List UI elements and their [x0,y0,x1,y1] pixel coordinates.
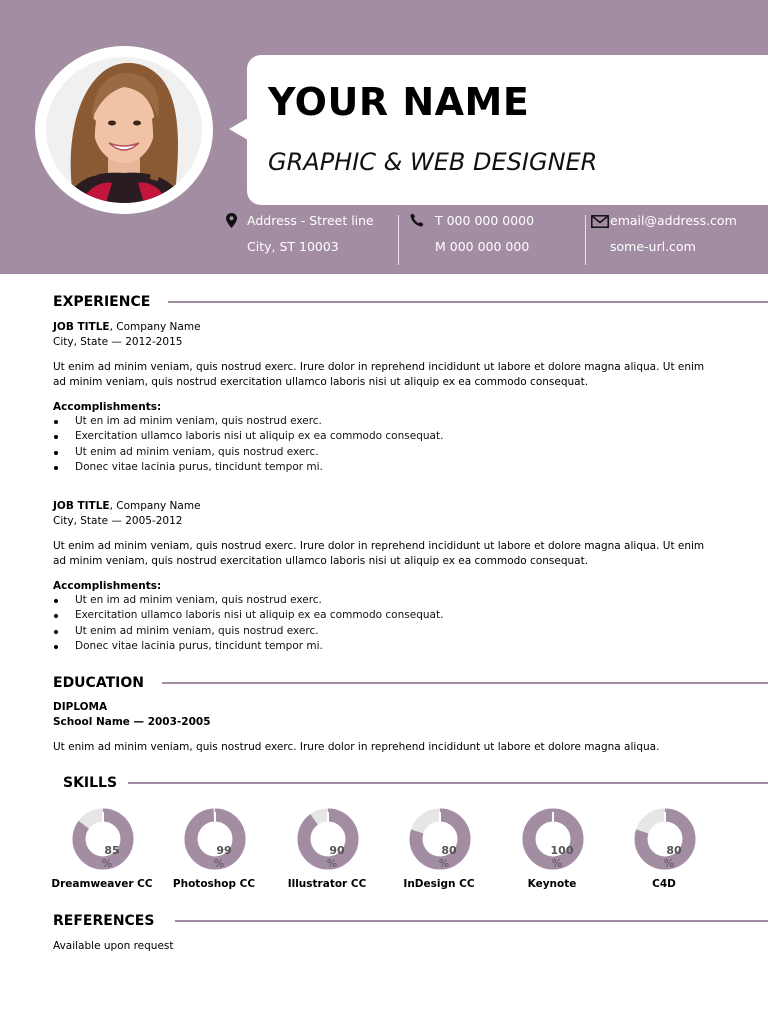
job-title: JOB TITLE [53,500,110,512]
section-rule [128,782,768,784]
website-url[interactable]: some-url.com [610,239,696,254]
address-line-1: Address - Street line [247,213,374,228]
accomplishments-list [53,414,443,475]
education-heading: EDUCATION [53,675,144,691]
skill-percent-unit: % [213,857,225,870]
candidate-name: YOUR NAME [268,80,530,124]
skill-name: Illustrator CC [287,878,367,890]
candidate-title: GRAPHIC & WEB DESIGNER [268,148,598,176]
job-location-dates: City, State — 2012-2015 [53,336,183,348]
map-pin-icon [226,213,237,228]
speech-bubble-tail [229,118,248,140]
phone-line-1: T 000 000 0000 [435,213,535,228]
phone-line-2: M 000 000 000 [435,239,530,254]
skill-name: Photoshop CC [172,878,256,890]
contact-divider [398,215,399,265]
skill-item [47,808,157,898]
job-description-line: Ut enim ad minim veniam, quis nostrud exerc. Irure dolor in reprehend incididunt ut labore et dolore magna aliqua. Ut enim [53,361,705,373]
skill-item [497,808,607,898]
skill-percent-unit: % [551,857,563,870]
company-name: , Company Name [109,500,201,512]
list-item: Exercitation ullamco laboris nisi ut aliquip ex ea commodo consequat. [53,608,443,623]
skill-name: Dreamweaver CC [51,878,153,890]
section-rule [168,301,768,303]
contact-divider [585,215,586,265]
company-name: , Company Name [109,321,201,333]
accomplishments-list [53,593,443,654]
address-line-2: City, ST 10003 [247,239,339,254]
skill-percent-unit: % [438,857,450,870]
envelope-icon [591,215,609,228]
education-description: Ut enim ad minim veniam, quis nostrud exerc. Irure dolor in reprehend incididunt ut labore et dolore magna aliqua. [53,741,660,753]
profile-photo [46,57,202,203]
email[interactable]: email@address.com [610,213,737,228]
list-item: Ut en im ad minim veniam, quis nostrud exerc. [53,414,443,429]
phone-icon [410,213,424,227]
list-item: Donec vitae lacinia purus, tincidunt tempor mi. [53,639,443,654]
job-location-dates: City, State — 2005-2012 [53,515,183,527]
references-text: Available upon request [53,940,174,952]
job-header [53,321,201,333]
job-title: JOB TITLE [53,321,110,333]
accomplishments-label: Accomplishments: [53,401,162,413]
skill-percent: 99 [216,844,232,857]
skill-name: InDesign CC [403,878,475,890]
section-rule [162,682,768,684]
skill-percent-unit: % [101,857,113,870]
skill-name: C4D [652,878,676,890]
job-description-line: Ut enim ad minim veniam, quis nostrud exerc. Irure dolor in reprehend incididunt ut labore et dolore magna aliqua. Ut enim [53,540,705,552]
skill-percent-unit: % [326,857,338,870]
name-box [247,55,768,205]
skill-item [609,808,719,898]
list-item: Ut en im ad minim veniam, quis nostrud exerc. [53,593,443,608]
section-rule [175,920,768,922]
list-item: Ut enim ad minim veniam, quis nostrud exerc. [53,445,443,460]
skill-percent: 80 [441,844,457,857]
skill-percent-unit: % [663,857,675,870]
list-item: Ut enim ad minim veniam, quis nostrud exerc. [53,624,443,639]
school-name: School Name — 2003-2005 [53,716,211,728]
list-item: Donec vitae lacinia purus, tincidunt tempor mi. [53,460,443,475]
degree: DIPLOMA [53,701,108,713]
skill-percent: 85 [104,844,120,857]
skills-heading: SKILLS [63,775,118,791]
skill-name: Keynote [527,878,577,890]
skill-item [159,808,269,898]
experience-heading: EXPERIENCE [53,294,151,310]
skill-percent: 90 [329,844,345,857]
list-item: Exercitation ullamco laboris nisi ut aliquip ex ea commodo consequat. [53,429,443,444]
skill-percent: 100 [550,844,574,857]
job-description-line: ad minim veniam, quis nostrud exercitation ullamco laboris nisi ut aliquip ex ea commodo consequat. [53,555,589,567]
references-heading: REFERENCES [53,913,155,929]
skill-item [384,808,494,898]
skill-item [272,808,382,898]
job-header [53,500,201,512]
job-description-line: ad minim veniam, quis nostrud exercitation ullamco laboris nisi ut aliquip ex ea commodo consequat. [53,376,589,388]
accomplishments-label: Accomplishments: [53,580,162,592]
skill-percent: 80 [666,844,682,857]
